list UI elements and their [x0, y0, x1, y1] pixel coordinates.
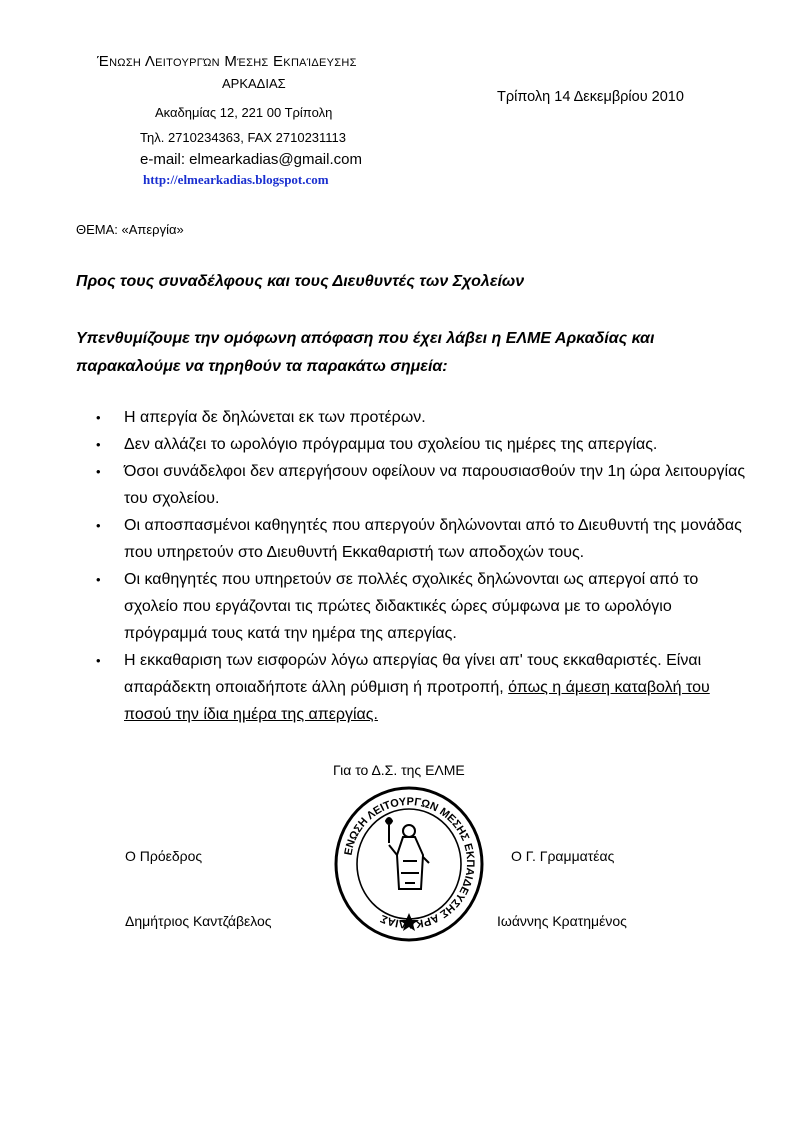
strike-points-list [96, 404, 756, 728]
bullet-icon: • [96, 653, 101, 668]
bullet-icon: • [96, 572, 101, 587]
seal-text: ΕΝΩΣΗ ΛΕΙΤΟΥΡΓΩΝ ΜΕΣΗΣ ΕΚΠΑΙΔΕΥΣΗΣ ΑΡΚΑΔΙΑΣ [342, 795, 477, 931]
organization-website-link[interactable]: http://elmearkadias.blogspot.com [143, 172, 329, 187]
president-name: Δημήτριος Καντζάβελος [125, 913, 272, 929]
letter-date: Τρίπολη 14 Δεκεμβρίου 2010 [497, 89, 684, 105]
organization-address: Ακαδημίας 12, 221 00 Τρίπολη [155, 105, 333, 120]
letter-addressee: Προς τους συναδέλφους και τους Διευθυντές των Σχολείων [76, 273, 525, 290]
list-item: • Οι αποσπασμένοι καθηγητές που απεργούν δηλώνονται από το Διευθυντή της μονάδας που υπηρετούν στο Διευθυντή Εκκαθαριστή των αποδοχών τους. [96, 512, 756, 566]
underlined-text: όπως η άμεση καταβολή του ποσού την ίδια ημέρα της απεργίας. [124, 679, 710, 723]
list-item: • Η απεργία δε δηλώνεται εκ των προτέρων. [96, 404, 756, 431]
list-item: • Δεν αλλάζει το ωρολόγιο πρόγραμμα του σχολείου τις ημέρες της απεργίας. [96, 431, 756, 458]
reminder-paragraph: Υπενθυμίζουμε την ομόφωνη απόφαση που έχει λάβει η ΕΛΜΕ Αρκαδίας και παρακαλούμε να τηρηθούν τα παρακάτω σημεία: [76, 330, 655, 375]
list-item: • Όσοι συνάδελφοι δεν απεργήσουν οφείλουν να παρουσιασθούν την 1η ώρα λειτουργίας του σχολείου. [96, 458, 756, 512]
organization-seal-icon [333, 785, 485, 943]
organization-name: Ένωση Λειτουργών Μέσης Εκπαίδευσης [97, 53, 357, 70]
signature-header: Για το Δ.Σ. της ΕΛΜΕ [333, 762, 465, 778]
president-title: Ο Πρόεδρος [125, 848, 203, 864]
list-item: • Η εκκαθαριση των εισφορών λόγω απεργίας θα γίνει απ' τους εκκαθαριστές. Είναι απαράδεκτη οποιαδήποτε άλλη ρύθμιση ή προτροπή, όπως η άμεση καταβολή του ποσού την ίδια ημέρα της απεργίας. [96, 647, 756, 728]
bullet-icon: • [96, 518, 101, 533]
organization-phone-fax: Τηλ. 2710234363, FAX 2710231113 [140, 130, 347, 145]
letter-subject: ΘΕΜΑ: «Απεργία» [76, 222, 184, 237]
bullet-icon: • [96, 410, 101, 425]
list-item: • Οι καθηγητές που υπηρετούν σε πολλές σχολικές δηλώνονται ως απεργοί από το σχολείο που εργάζονται τις πρώτες διδακτικές ώρες σύμφωνα με το ωρολόγιο πρόγραμμά τους κατά την ημέρα της απεργίας. [96, 566, 756, 647]
secretary-title: Ο Γ. Γραμματέας [511, 848, 615, 864]
bullet-icon: • [96, 464, 101, 479]
secretary-name: Ιωάννης Κρατημένος [497, 913, 627, 929]
bullet-icon: • [96, 437, 101, 452]
organization-region: ΑΡΚΑΔΙΑΣ [222, 76, 286, 91]
organization-email: e-mail: elmearkadias@gmail.com [140, 151, 362, 168]
